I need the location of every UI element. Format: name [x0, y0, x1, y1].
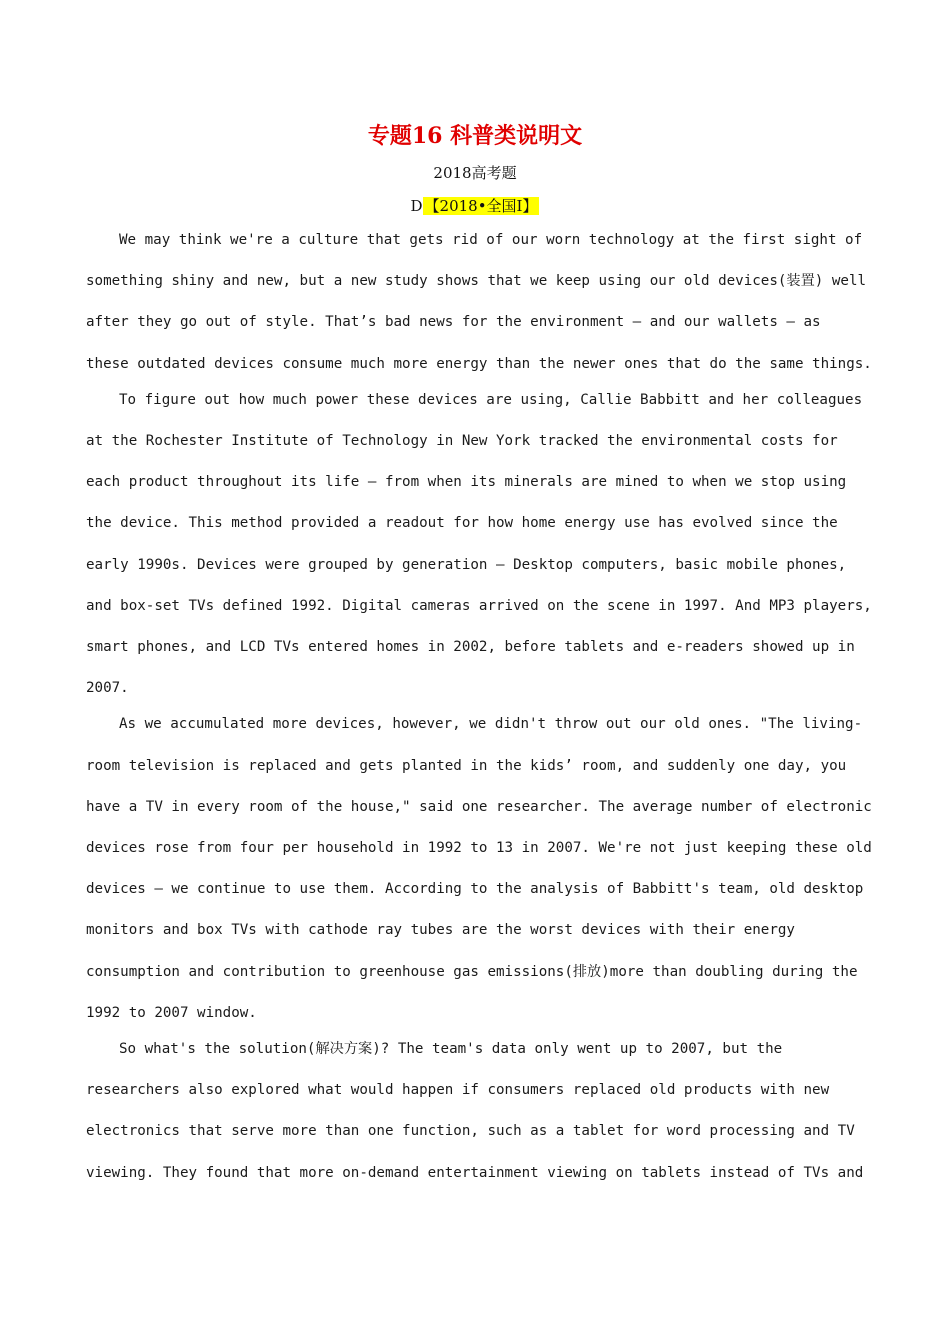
text-line: consumption and contribution to greenhouse gas emissions(排放)more than doubling during the: [86, 963, 858, 980]
text-line: these outdated devices consume much more energy than the newer ones that do the same things.: [86, 355, 872, 372]
text-line: something shiny and new, but a new study shows that we keep using our old devices(装置) well: [86, 273, 867, 290]
text-line: and box-set TVs defined 1992. Digital cameras arrived on the scene in 1997. And MP3 players,: [86, 597, 872, 614]
exam-source-tag: 【2018•全国Ⅰ】: [424, 197, 538, 215]
section-letter: D: [410, 197, 423, 215]
paragraph-4: [86, 1029, 866, 1194]
text-line: viewing. They found that more on-demand entertainment viewing on tablets instead of TVs and: [86, 1164, 864, 1181]
text-line: at the Rochester Institute of Technology in New York tracked the environmental costs for: [86, 433, 838, 450]
text-line: devices — we continue to use them. According to the analysis of Babbitt's team, old desktop: [86, 881, 864, 898]
text-line: each product throughout its life — from when its minerals are mined to when we stop using: [86, 474, 847, 491]
text-line: electronics that serve more than one function, such as a tablet for word processing and TV: [86, 1123, 855, 1140]
page-title: 专题16 科普类说明文: [367, 123, 583, 149]
text-line: researchers also explored what would happen if consumers replaced old products with new: [86, 1082, 830, 1099]
text-line: the device. This method provided a readout for how home energy use has evolved since the: [86, 515, 838, 532]
text-line: early 1990s. Devices were grouped by generation — Desktop computers, basic mobile phones,: [86, 556, 847, 573]
text-line: smart phones, and LCD TVs entered homes in 2002, before tablets and e-readers showed up in: [86, 639, 855, 656]
text-line: As we accumulated more devices, however, we didn't throw out our old ones. "The living-: [119, 716, 863, 733]
text-line: after they go out of style. That’s bad news for the environment — and our wallets — as: [86, 314, 821, 331]
text-line: We may think we're a culture that gets rid of our worn technology at the first sight of: [119, 232, 863, 248]
text-line: So what's the solution(解决方案)? The team's data only went up to 2007, but the: [119, 1041, 783, 1058]
page-subtitle: 2018高考题: [433, 164, 517, 182]
text-line: 2007.: [86, 680, 129, 697]
text-line: monitors and box TVs with cathode ray tubes are the worst devices with their energy: [86, 922, 795, 939]
source-line: [0, 194, 950, 218]
paragraph-2: [86, 380, 872, 710]
text-line: 1992 to 2007 window.: [86, 1004, 257, 1021]
text-line: have a TV in every room of the house," said one researcher. The average number of electronic: [86, 798, 872, 815]
paragraph-1: [86, 220, 872, 385]
article-body: [86, 220, 872, 1194]
paragraph-3: [86, 704, 872, 1034]
text-line: To figure out how much power these devices are using, Callie Babbitt and her colleagues: [119, 391, 863, 408]
text-line: devices rose from four per household in 1992 to 13 in 2007. We're not just keeping these old: [86, 840, 872, 857]
text-line: room television is replaced and gets planted in the kids’ room, and suddenly one day, you: [86, 757, 847, 774]
